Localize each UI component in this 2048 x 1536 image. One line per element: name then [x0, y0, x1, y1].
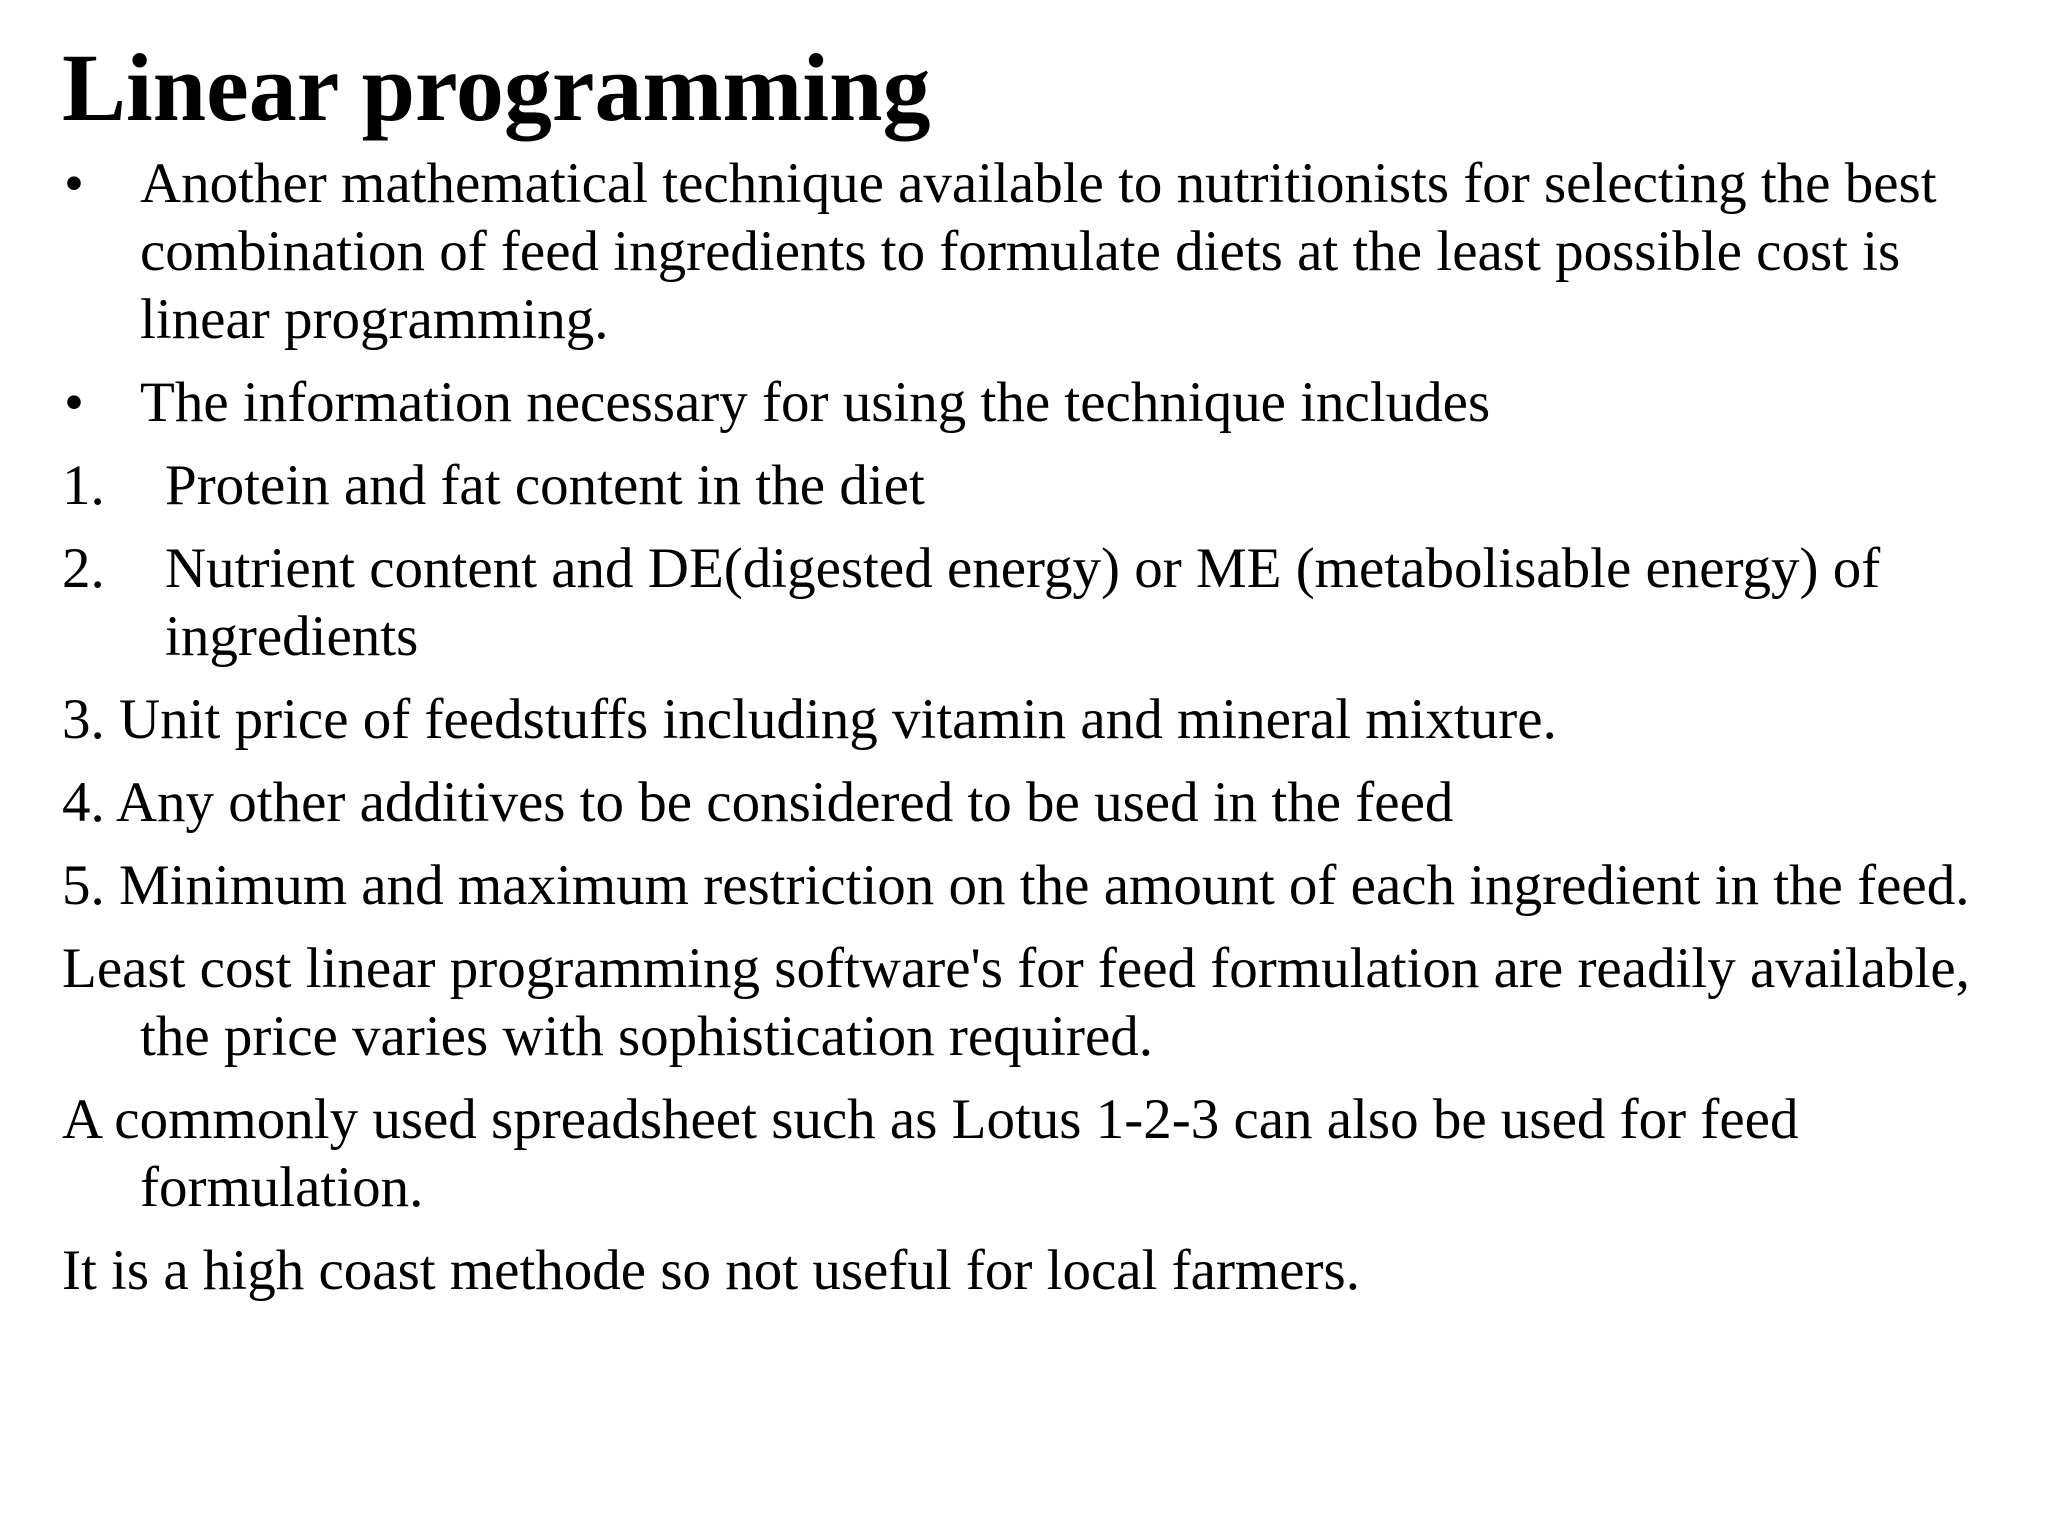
paragraph: 5. Minimum and maximum restriction on the amount of each ingredient in the feed.: [62, 854, 1970, 917]
numbered-item: [62, 452, 2032, 520]
bullet-item: [62, 150, 2032, 354]
paragraph: Least cost linear programming software's for feed formulation are readily available, the price varies with sophistication required.: [62, 937, 1970, 1068]
slide-body: [62, 150, 2032, 1305]
slide-title: Linear programming: [62, 34, 931, 141]
numbered-text: Nutrient content and DE(digested energy) or ME (metabolisable energy) of ingredients: [165, 537, 1881, 668]
bullet-item: [62, 369, 2032, 437]
paragraph: 3. Unit price of feedstuffs including vitamin and mineral mixture.: [62, 688, 1557, 751]
paragraph: A commonly used spreadsheet such as Lotus 1-2-3 can also be used for feed formulation.: [62, 1088, 1799, 1219]
numbered-text: Protein and fat content in the diet: [165, 454, 925, 517]
number-marker: 1.: [62, 454, 105, 517]
paragraph: It is a high coast methode so not useful for local farmers.: [62, 1239, 1360, 1302]
bullet-text: The information necessary for using the technique includes: [140, 371, 1491, 434]
numbered-item: [62, 535, 2032, 671]
bullet-text: Another mathematical technique available to nutritionists for selecting the best combination of feed ingredients to formulate diets at the least possible cost is linear programming.: [140, 152, 1937, 351]
bullet-marker: •: [64, 371, 84, 434]
paragraph: 4. Any other additives to be considered to be used in the feed: [62, 771, 1454, 834]
bullet-marker: •: [64, 152, 84, 215]
number-marker: 2.: [62, 537, 105, 600]
